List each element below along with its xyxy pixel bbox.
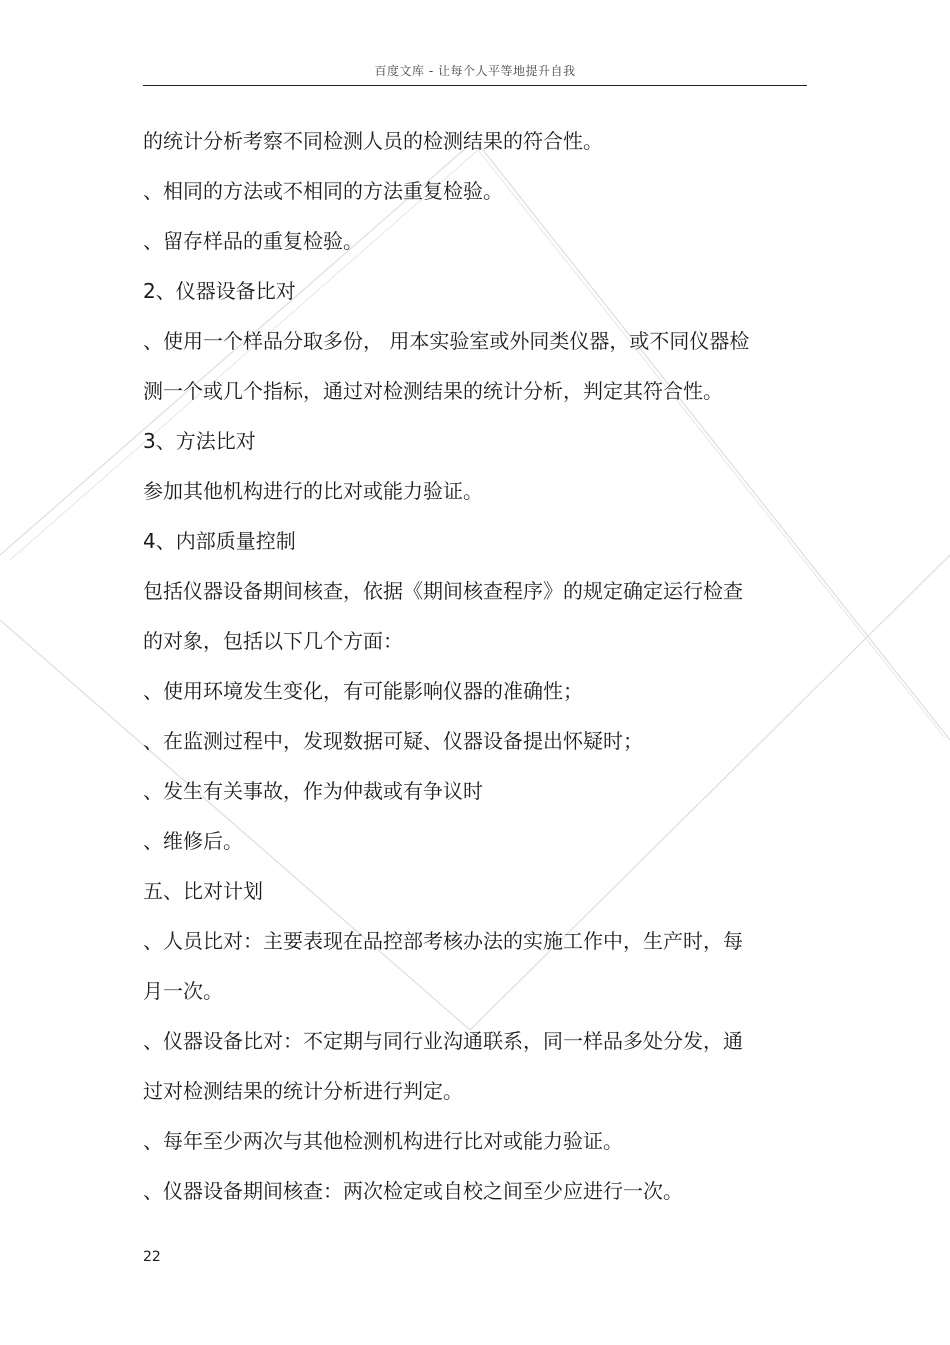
text-line: 测一个或几个指标，通过对检测结果的统计分析，判定其符合性。 [143, 379, 723, 403]
text-line: 、在监测过程中，发现数据可疑、仪器设备提出怀疑时； [143, 729, 643, 753]
page-number: 22 [143, 1249, 161, 1265]
text-line: 过对检测结果的统计分析进行判定。 [143, 1079, 463, 1103]
text-line: 月一次。 [143, 979, 223, 1003]
text-line: 、仪器设备期间核查：两次检定或自校之间至少应进行一次。 [143, 1179, 683, 1203]
text-line: 的对象，包括以下几个方面： [143, 629, 403, 653]
text-line: 的统计分析考察不同检测人员的检测结果的符合性。 [143, 129, 603, 153]
text-line: 、发生有关事故，作为仲裁或有争议时 [143, 779, 483, 803]
text-line: 、维修后。 [143, 829, 243, 853]
header-divider [143, 85, 807, 86]
text-line: 、每年至少两次与其他检测机构进行比对或能力验证。 [143, 1129, 623, 1153]
text-line: 、留存样品的重复检验。 [143, 229, 363, 253]
text-line: 、仪器设备比对：不定期与同行业沟通联系，同一样品多处分发，通 [143, 1029, 743, 1053]
text-line: 、相同的方法或不相同的方法重复检验。 [143, 179, 503, 203]
document-body [143, 116, 807, 1216]
text-line: 包括仪器设备期间核查，依据《期间核查程序》的规定确定运行检查 [143, 579, 743, 603]
text-line: 、人员比对：主要表现在品控部考核办法的实施工作中，生产时，每 [143, 929, 743, 953]
text-line: 、使用一个样品分取多份， 用本实验室或外同类仪器，或不同仪器检 [143, 329, 750, 353]
section-heading: 4、内部质量控制 [143, 529, 296, 553]
section-heading: 3、方法比对 [143, 429, 256, 453]
section-heading: 2、仪器设备比对 [143, 279, 296, 303]
text-line: 参加其他机构进行的比对或能力验证。 [143, 479, 483, 503]
section-heading: 五、比对计划 [143, 879, 263, 903]
text-line: 、使用环境发生变化，有可能影响仪器的准确性； [143, 679, 583, 703]
page-header: 百度文库 - 让每个人平等地提升自我 [374, 64, 576, 78]
